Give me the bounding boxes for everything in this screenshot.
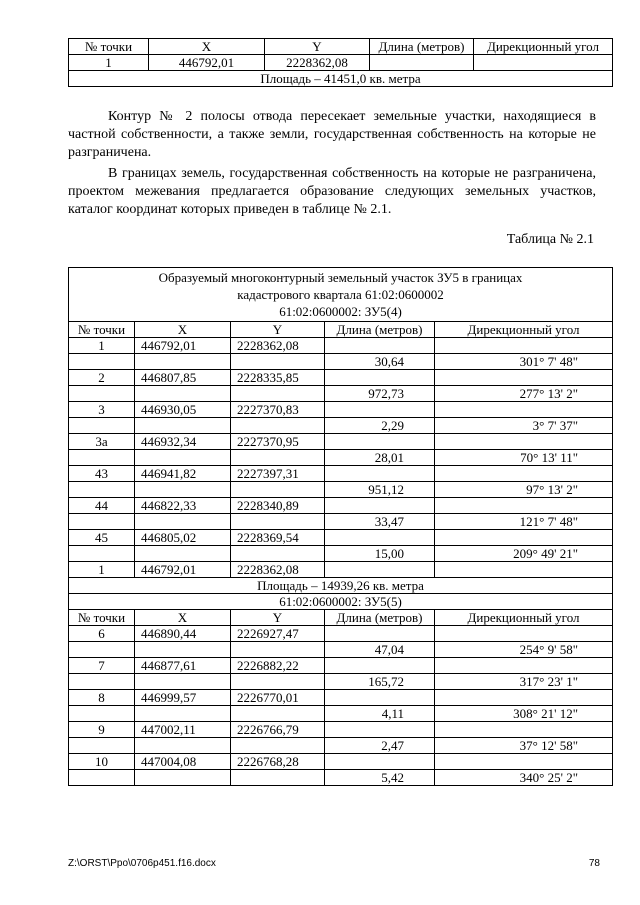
y-value xyxy=(231,546,325,562)
header-cell: Длина (метров) xyxy=(370,39,474,55)
length-value xyxy=(325,370,435,386)
x-value: 446932,34 xyxy=(135,434,231,450)
y-value: 2226927,47 xyxy=(231,626,325,642)
x-value xyxy=(135,770,231,786)
paragraph-1: Контур № 2 полосы отвода пересекает земельные участки, находящиеся в частной собственности, а также земли, государственная собственность на которые не разграничена. xyxy=(68,109,596,160)
x-value xyxy=(135,482,231,498)
area-text: Площадь – 14939,26 кв. метра xyxy=(69,578,613,594)
y-value xyxy=(231,354,325,370)
x-value: 446822,33 xyxy=(135,498,231,514)
length-value xyxy=(325,562,435,578)
angle-value xyxy=(435,658,613,674)
table-title-line-2: кадастрового квартала 61:02:0600002 xyxy=(237,287,444,302)
length-value: 33,47 xyxy=(325,514,435,530)
angle-value xyxy=(435,562,613,578)
header-coordinates-table xyxy=(68,38,613,87)
table-title xyxy=(69,268,613,322)
y-value: 2226768,28 xyxy=(231,754,325,770)
x-value: 446805,02 xyxy=(135,530,231,546)
angle-value xyxy=(435,722,613,738)
length-value: 30,64 xyxy=(325,354,435,370)
x-value xyxy=(135,354,231,370)
table-row xyxy=(69,562,613,578)
angle-value xyxy=(435,690,613,706)
y-value: 2227370,83 xyxy=(231,402,325,418)
point-number: 9 xyxy=(69,722,135,738)
x-value xyxy=(135,546,231,562)
table-row xyxy=(69,386,613,402)
page-number: 78 xyxy=(588,858,600,869)
table-row xyxy=(69,770,613,786)
area-row xyxy=(69,71,613,87)
x-value: 446930,05 xyxy=(135,402,231,418)
header-cell: № точки xyxy=(69,39,149,55)
y-value xyxy=(231,514,325,530)
y-value xyxy=(231,706,325,722)
length-value xyxy=(325,658,435,674)
length-value xyxy=(325,690,435,706)
table-row xyxy=(69,626,613,642)
point-number xyxy=(69,514,135,530)
section-title: 61:02:0600002: ЗУ5(5) xyxy=(69,594,613,610)
point-number: 1 xyxy=(69,55,149,71)
x-value: 447002,11 xyxy=(135,722,231,738)
length-value xyxy=(325,434,435,450)
section-title-row xyxy=(69,594,613,610)
point-number xyxy=(69,450,135,466)
main-coordinates-table xyxy=(68,267,613,786)
y-value: 2228369,54 xyxy=(231,530,325,546)
angle-value: 209° 49' 21" xyxy=(435,546,613,562)
header-cell: Дирекционный угол xyxy=(435,610,613,626)
y-value: 2227397,31 xyxy=(231,466,325,482)
point-number xyxy=(69,418,135,434)
section-1-rows xyxy=(69,338,613,578)
header-cell: Длина (метров) xyxy=(325,322,435,338)
table-row xyxy=(69,498,613,514)
header-cell: Y xyxy=(231,322,325,338)
angle-value: 277° 13' 2" xyxy=(435,386,613,402)
angle-value xyxy=(435,754,613,770)
length-value: 951,12 xyxy=(325,482,435,498)
angle-value: 70° 13' 11" xyxy=(435,450,613,466)
angle-value xyxy=(474,55,613,71)
paragraph-2: В границах земель, государственная собственность на которые не разграничена, проектом межевания предлагается образование следующих земельных участков, каталог координат которых приведен в таблице № 2.1. xyxy=(68,166,596,217)
header-cell: Y xyxy=(265,39,370,55)
x-value: 446807,85 xyxy=(135,370,231,386)
y-value xyxy=(231,450,325,466)
y-value: 2228362,08 xyxy=(231,338,325,354)
angle-value xyxy=(435,370,613,386)
x-value xyxy=(135,418,231,434)
y-value: 2228340,89 xyxy=(231,498,325,514)
table-row xyxy=(69,642,613,658)
length-value xyxy=(325,754,435,770)
point-number: 6 xyxy=(69,626,135,642)
y-value: 2226766,79 xyxy=(231,722,325,738)
y-value xyxy=(231,738,325,754)
area-text: Площадь – 41451,0 кв. метра xyxy=(69,71,613,87)
angle-value: 121° 7' 48" xyxy=(435,514,613,530)
point-number: 3а xyxy=(69,434,135,450)
header-cell: X xyxy=(149,39,265,55)
length-value: 28,01 xyxy=(325,450,435,466)
header-cell: Длина (метров) xyxy=(325,610,435,626)
table-row xyxy=(69,690,613,706)
y-value xyxy=(231,386,325,402)
point-number: 1 xyxy=(69,562,135,578)
length-value xyxy=(325,466,435,482)
x-value xyxy=(135,386,231,402)
table-row xyxy=(69,370,613,386)
point-number: 43 xyxy=(69,466,135,482)
x-value: 447004,08 xyxy=(135,754,231,770)
point-number: 2 xyxy=(69,370,135,386)
table-row xyxy=(69,674,613,690)
x-value: 446890,44 xyxy=(135,626,231,642)
section-2-rows xyxy=(69,626,613,786)
length-value xyxy=(325,338,435,354)
x-value xyxy=(135,514,231,530)
point-number xyxy=(69,770,135,786)
y-value xyxy=(231,418,325,434)
table-row xyxy=(69,450,613,466)
table-row xyxy=(69,754,613,770)
angle-value: 97° 13' 2" xyxy=(435,482,613,498)
angle-value: 317° 23' 1" xyxy=(435,674,613,690)
point-number xyxy=(69,706,135,722)
length-value xyxy=(325,626,435,642)
angle-value: 37° 12' 58" xyxy=(435,738,613,754)
table-row xyxy=(69,530,613,546)
angle-value xyxy=(435,530,613,546)
length-value xyxy=(325,722,435,738)
x-value: 446999,57 xyxy=(135,690,231,706)
point-number: 1 xyxy=(69,338,135,354)
length-value: 15,00 xyxy=(325,546,435,562)
point-number: 3 xyxy=(69,402,135,418)
angle-value xyxy=(435,338,613,354)
length-value: 4,11 xyxy=(325,706,435,722)
area-row xyxy=(69,578,613,594)
y-value: 2228362,08 xyxy=(231,562,325,578)
length-value: 972,73 xyxy=(325,386,435,402)
header-cell: № точки xyxy=(69,322,135,338)
table-row xyxy=(69,466,613,482)
table-caption: Таблица № 2.1 xyxy=(506,232,594,247)
header-cell: № точки xyxy=(69,610,135,626)
table-title-row xyxy=(69,268,613,322)
table-row xyxy=(69,434,613,450)
point-number xyxy=(69,482,135,498)
length-value: 47,04 xyxy=(325,642,435,658)
table-row xyxy=(69,55,613,71)
point-number xyxy=(69,546,135,562)
length-value: 5,42 xyxy=(325,770,435,786)
point-number: 8 xyxy=(69,690,135,706)
header-cell: Дирекционный угол xyxy=(474,39,613,55)
point-number xyxy=(69,354,135,370)
x-value xyxy=(135,706,231,722)
table-header-row xyxy=(69,322,613,338)
angle-value xyxy=(435,434,613,450)
y-value: 2228335,85 xyxy=(231,370,325,386)
x-value xyxy=(135,674,231,690)
y-value: 2227370,95 xyxy=(231,434,325,450)
angle-value: 301° 7' 48" xyxy=(435,354,613,370)
length-value xyxy=(325,402,435,418)
table-row xyxy=(69,338,613,354)
header-cell: X xyxy=(135,322,231,338)
table-header-row xyxy=(69,610,613,626)
table-header-row xyxy=(69,39,613,55)
angle-value: 254° 9' 58" xyxy=(435,642,613,658)
table-row xyxy=(69,418,613,434)
y-value: 2226770,01 xyxy=(231,690,325,706)
x-value: 446941,82 xyxy=(135,466,231,482)
length-value: 165,72 xyxy=(325,674,435,690)
header-cell: X xyxy=(135,610,231,626)
x-value xyxy=(135,738,231,754)
table-title-line-1: Образуемый многоконтурный земельный участок ЗУ5 в границах xyxy=(158,270,523,285)
footer-file-path: Z:\ORST\Ppo\0706p451.f16.docx xyxy=(68,858,216,869)
y-value xyxy=(231,770,325,786)
y-value xyxy=(231,482,325,498)
angle-value xyxy=(435,466,613,482)
x-value xyxy=(135,450,231,466)
y-value: 2226882,22 xyxy=(231,658,325,674)
table-row xyxy=(69,706,613,722)
table-row xyxy=(69,354,613,370)
table-row xyxy=(69,722,613,738)
length-value xyxy=(370,55,474,71)
x-value: 446877,61 xyxy=(135,658,231,674)
angle-value: 3° 7' 37" xyxy=(435,418,613,434)
header-cell: Дирекционный угол xyxy=(435,322,613,338)
angle-value: 340° 25' 2" xyxy=(435,770,613,786)
table-row xyxy=(69,546,613,562)
point-number: 45 xyxy=(69,530,135,546)
table-row xyxy=(69,738,613,754)
y-value: 2228362,08 xyxy=(265,55,370,71)
point-number xyxy=(69,674,135,690)
header-cell: Y xyxy=(231,610,325,626)
angle-value xyxy=(435,402,613,418)
x-value: 446792,01 xyxy=(149,55,265,71)
length-value: 2,47 xyxy=(325,738,435,754)
point-number xyxy=(69,738,135,754)
y-value xyxy=(231,642,325,658)
length-value xyxy=(325,498,435,514)
point-number: 7 xyxy=(69,658,135,674)
x-value: 446792,01 xyxy=(135,562,231,578)
y-value xyxy=(231,674,325,690)
point-number xyxy=(69,386,135,402)
x-value: 446792,01 xyxy=(135,338,231,354)
section-title: 61:02:0600002: ЗУ5(4) xyxy=(279,304,402,319)
table-row xyxy=(69,482,613,498)
x-value xyxy=(135,642,231,658)
table-row xyxy=(69,658,613,674)
angle-value xyxy=(435,626,613,642)
point-number: 10 xyxy=(69,754,135,770)
angle-value xyxy=(435,498,613,514)
length-value: 2,29 xyxy=(325,418,435,434)
table-row xyxy=(69,402,613,418)
angle-value: 308° 21' 12" xyxy=(435,706,613,722)
point-number xyxy=(69,642,135,658)
table-row xyxy=(69,514,613,530)
length-value xyxy=(325,530,435,546)
point-number: 44 xyxy=(69,498,135,514)
